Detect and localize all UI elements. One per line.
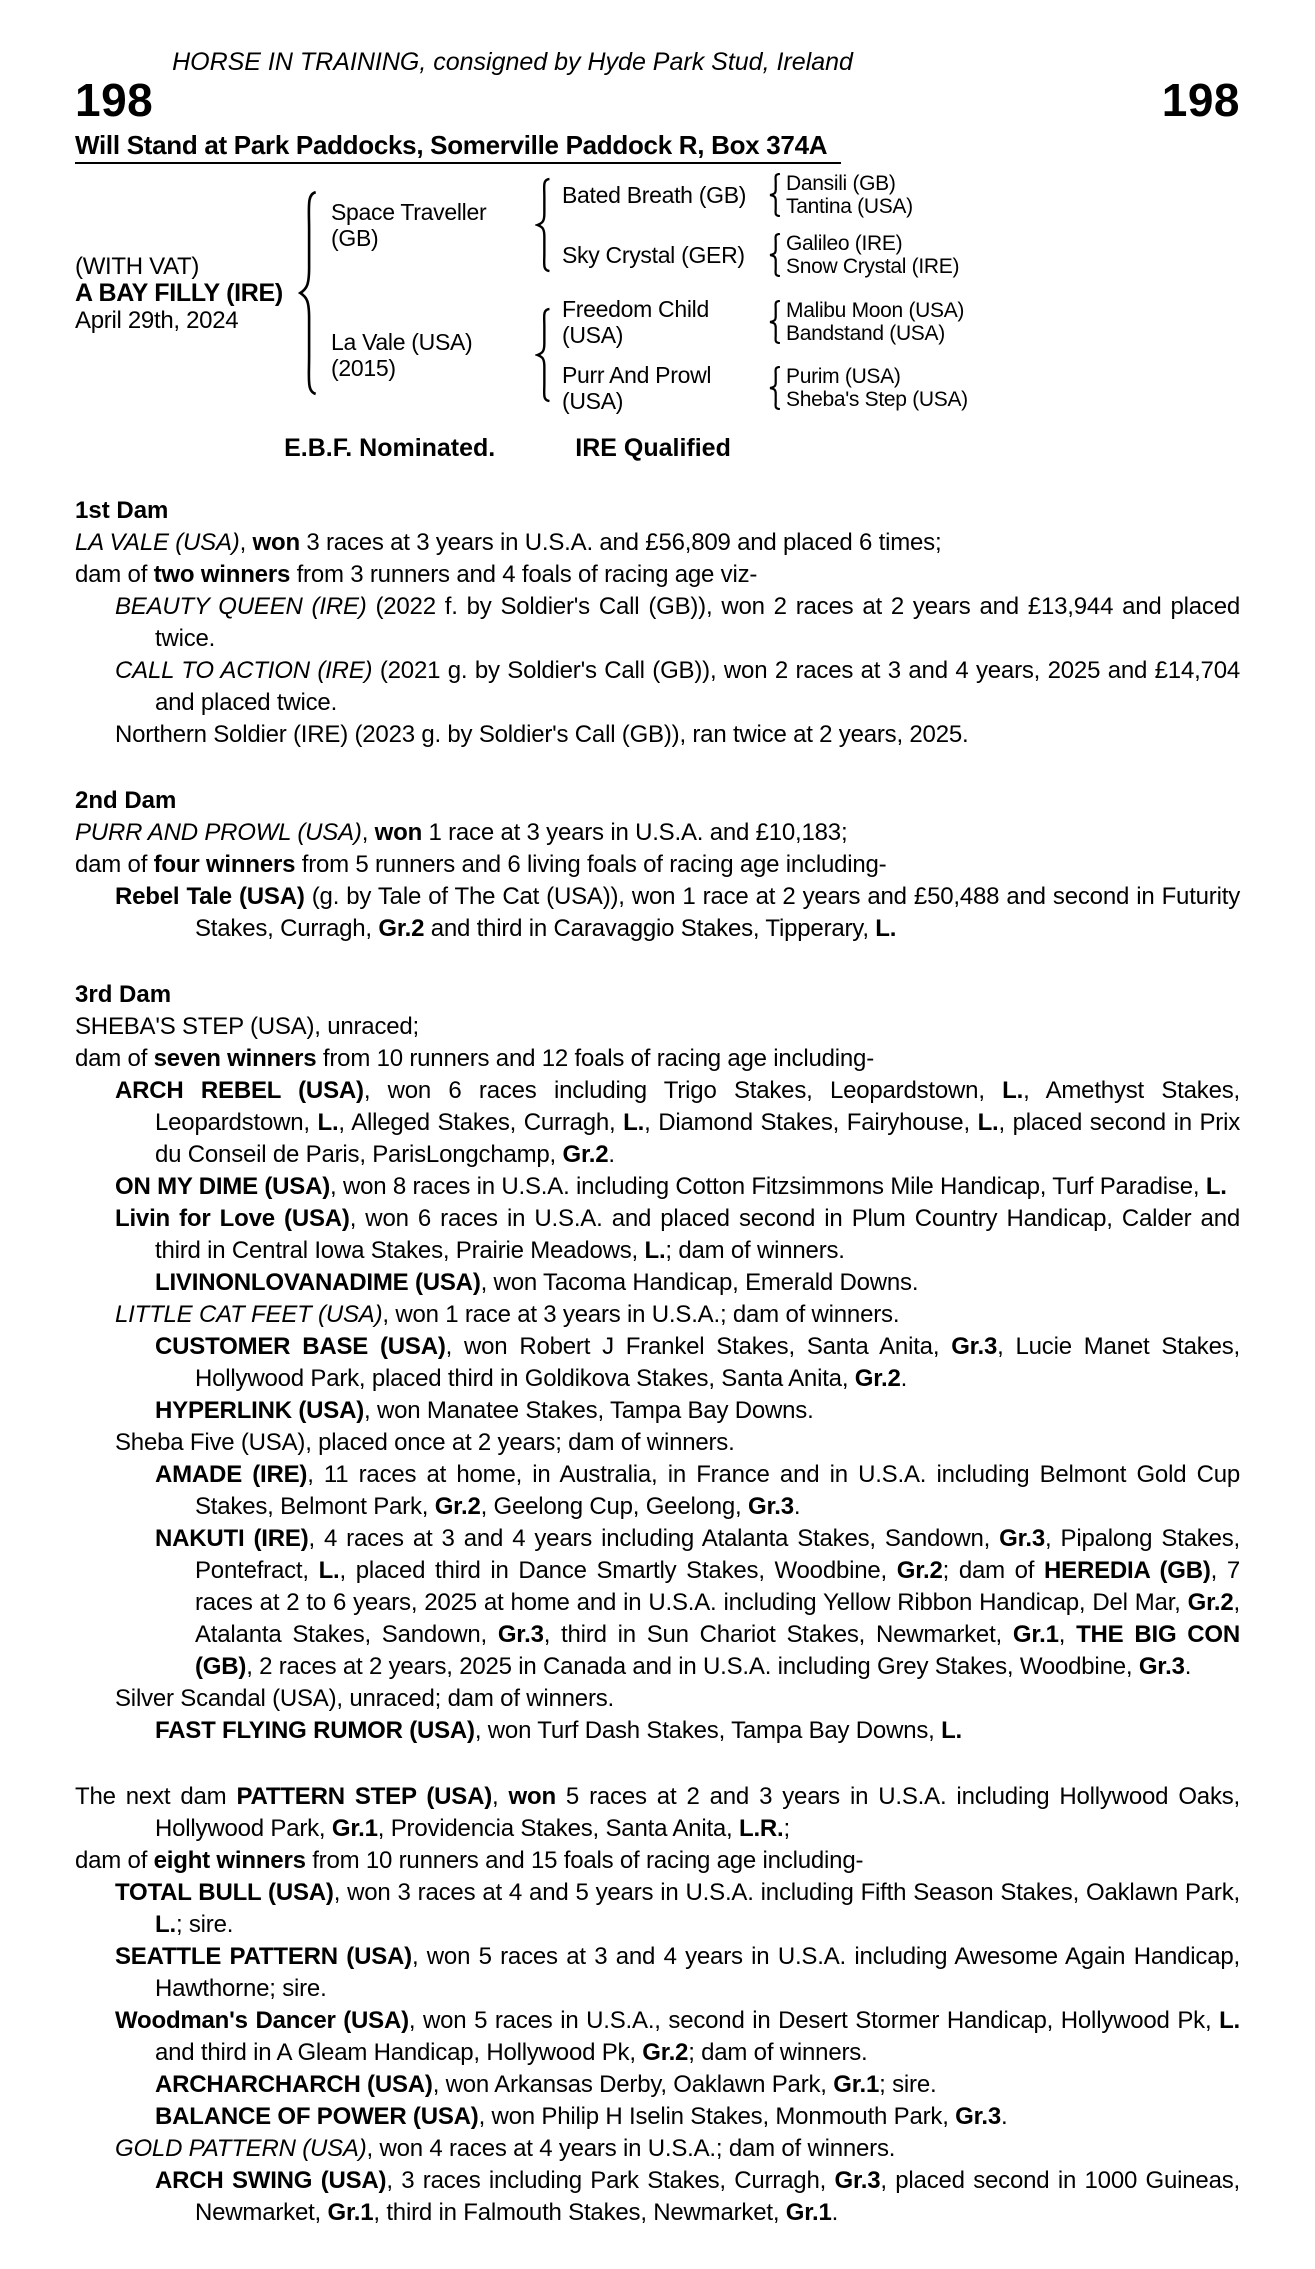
dam-section-heading: 2nd Dam (75, 787, 177, 814)
catalog-paragraph: ON MY DIME (USA), won 8 races in U.S.A. including Cotton Fitzsimmons Mile Handicap, Turf Paradise, L. (115, 1173, 1227, 1200)
catalog-paragraph: BEAUTY QUEEN (IRE) (2022 f. by Soldier's Call (GB)), won 2 races at 2 years and £13,944 and placed twice. (115, 593, 1241, 652)
paternal-grandsire-branch (556, 172, 959, 218)
catalog-paragraph: ARCHARCHARCH (USA), won Arkansas Derby, Oaklawn Park, Gr.1; sire. (155, 2071, 937, 2098)
catalog-paragraph: NAKUTI (IRE), 4 races at 3 and 4 years including Atalanta Stakes, Sandown, Gr.3, Pipalong Stakes, Pontefract, L., placed third in Dance Smartly Stakes, Woodbine, Gr.2; dam of HEREDIA (GB), 7 races at 2 to 6 years, 2025 at home and in U.S.A. including Yellow Ribbon Handicap, Del Mar, Gr.2, Atalanta Stakes, Sandown, Gr.3, third in Sun Chariot Stakes, Newmarket, Gr.1, THE BIG CON (GB), 2 races at 2 years, 2025 in Canada and in U.S.A. including Grey Stakes, Woodbine, Gr.3. (155, 1525, 1241, 1680)
catalog-paragraph: FAST FLYING RUMOR (USA), won Turf Dash Stakes, Tampa Bay Downs, L. (155, 1717, 963, 1744)
paternal-granddam-name: Sky Crystal (GER) (562, 242, 745, 268)
paternal-grandsire-name: Bated Breath (GB) (562, 182, 747, 208)
pedigree-generation-1 (325, 172, 968, 414)
catalog-paragraph: Woodman's Dancer (USA), won 5 races in U.S.A., second in Desert Stormer Handicap, Hollywood Pk, L. and third in A Gleam Handicap, Hollywood Pk, Gr.2; dam of winners. (115, 2007, 1240, 2066)
catalog-paragraph: BALANCE OF POWER (USA), won Philip H Iselin Stakes, Monmouth Park, Gr.3. (155, 2103, 1008, 2130)
lot-number-row (75, 74, 1240, 126)
catalog-paragraph: ARCH REBEL (USA), won 6 races including Trigo Stakes, Leopardstown, L., Amethyst Stakes, Leopardstown, L., Alleged Stakes, Curragh, L., Diamond Stakes, Fairyhouse, L., placed second in Prix du Conseil de Paris, ParisLongchamp, Gr.2. (115, 1077, 1241, 1168)
great-grandsire-name: Purim (USA) (786, 365, 901, 388)
great-grandparents-pair (786, 172, 913, 218)
catalog-paragraph: GOLD PATTERN (USA), won 4 races at 4 years in U.S.A.; dam of winners. (115, 2135, 896, 2162)
great-grandparents-pair (786, 299, 964, 345)
sire-branch (325, 172, 968, 278)
catalog-paragraph: SHEBA'S STEP (USA), unraced; (75, 1013, 420, 1040)
catalog-paragraph: HYPERLINK (USA), won Manatee Stakes, Tampa Bay Downs. (155, 1397, 814, 1424)
catalog-paragraph: dam of seven winners from 10 runners and 12 foals of racing age including- (75, 1045, 874, 1072)
dam-section-heading: 3rd Dam (75, 981, 172, 1008)
dam-section-heading: 1st Dam (75, 497, 169, 524)
catalog-paragraph: CALL TO ACTION (IRE) (2021 g. by Soldier's Call (GB)), won 2 races at 3 and 4 years, 2025 and £14,704 and placed twice. (115, 657, 1240, 716)
brace-icon (297, 188, 319, 398)
great-grandparents-pair (786, 365, 968, 411)
dam-name: La Vale (USA) (331, 329, 473, 355)
great-grandsire-name: Galileo (IRE) (786, 232, 903, 255)
catalog-paragraph: AMADE (IRE), 11 races at home, in Australia, in France and in U.S.A. including Belmont Gold Cup Stakes, Belmont Park, Gr.2, Geelong Cup, Geelong, Gr.3. (155, 1461, 1240, 1520)
dam-year: (2015) (331, 355, 396, 381)
paternal-granddam-branch (556, 232, 959, 278)
lot-number-right: 198 (1161, 74, 1240, 126)
ebf-nominated-note: E.B.F. Nominated. (284, 434, 496, 462)
catalog-paragraph: Northern Soldier (IRE) (2023 g. by Soldier's Call (GB)), ran twice at 2 years, 2025. (115, 721, 969, 748)
sire-name: Space Traveller (GB) (331, 199, 487, 251)
great-granddam-name: Bandstand (USA) (786, 322, 945, 345)
great-grandsire-name: Malibu Moon (USA) (786, 299, 965, 322)
catalog-paragraph: PURR AND PROWL (USA), won 1 race at 3 years in U.S.A. and £10,183; (75, 819, 848, 846)
maternal-grandsire-branch (556, 296, 968, 348)
ire-qualified-note: IRE Qualified (575, 434, 731, 462)
catalog-paragraph: LIVINONLOVANADIME (USA), won Tacoma Handicap, Emerald Downs. (155, 1269, 919, 1296)
sire-parents (556, 172, 959, 278)
catalog-paragraph: LA VALE (USA), won 3 races at 3 years in U.S.A. and £56,809 and placed 6 times; (75, 529, 942, 556)
consignor-line: HORSE IN TRAINING, consigned by Hyde Park Stud, Ireland (172, 48, 853, 76)
subject-block (75, 253, 297, 334)
qualification-line (75, 434, 1240, 463)
brace-icon (768, 173, 782, 217)
stand-location-line (75, 130, 1240, 164)
great-granddam-name: Snow Crystal (IRE) (786, 255, 960, 278)
catalog-paragraph: The next dam PATTERN STEP (USA), won 5 races at 2 and 3 years in U.S.A. including Hollywood Oaks, Hollywood Park, Gr.1, Providencia Stakes, Santa Anita, L.R.; (75, 1783, 1241, 1842)
catalog-paragraph: SEATTLE PATTERN (USA), won 5 races at 3 and 4 years in U.S.A. including Awesome Again Handicap, Hawthorne; sire. (115, 1943, 1240, 2002)
brace-icon (535, 177, 552, 273)
dam-name-block (331, 329, 535, 381)
stand-location-text: Will Stand at Park Paddocks, Somerville Paddock R, Box 374A (75, 130, 841, 164)
catalog-sections (75, 495, 1240, 2229)
maternal-grandsire-name: Freedom Child (USA) (562, 296, 709, 348)
great-grandsire-name: Dansili (GB) (786, 172, 896, 195)
lot-number-left: 198 (75, 74, 154, 126)
subject-foal-date: April 29th, 2024 (75, 306, 239, 334)
great-granddam-name: Sheba's Step (USA) (786, 388, 968, 411)
brace-icon (768, 300, 782, 344)
brace-icon (768, 366, 782, 410)
brace-icon (768, 233, 782, 277)
dam-branch (325, 296, 968, 414)
dam-section (75, 785, 1240, 945)
catalog-paragraph: ARCH SWING (USA), 3 races including Park Stakes, Curragh, Gr.3, placed second in 1000 Guineas, Newmarket, Gr.1, third in Falmouth Stakes, Newmarket, Gr.1. (155, 2167, 1240, 2226)
dam-section (75, 495, 1240, 751)
catalog-paragraph: dam of eight winners from 10 runners and 15 foals of racing age including- (75, 1847, 864, 1874)
great-granddam-name: Tantina (USA) (786, 195, 913, 218)
catalog-paragraph: Sheba Five (USA), placed once at 2 years; dam of winners. (115, 1429, 735, 1456)
catalog-paragraph: TOTAL BULL (USA), won 3 races at 4 and 5 years in U.S.A. including Fifth Season Stakes, Oaklawn Park, L.; sire. (115, 1879, 1240, 1938)
catalog-paragraph: Silver Scandal (USA), unraced; dam of winners. (115, 1685, 615, 1712)
catalog-paragraph: Livin for Love (USA), won 6 races in U.S.A. and placed second in Plum Country Handicap, Calder and third in Central Iowa Stakes, Prairie Meadows, L.; dam of winners. (115, 1205, 1240, 1264)
vat-note: (WITH VAT) (75, 252, 200, 280)
dam-section (75, 979, 1240, 1747)
catalog-paragraph: LITTLE CAT FEET (USA), won 1 race at 3 years in U.S.A.; dam of winners. (115, 1301, 900, 1328)
dam-section (75, 1781, 1240, 2229)
subject-title: A BAY FILLY (IRE) (75, 278, 283, 307)
great-grandparents-pair (786, 232, 959, 278)
brace-icon (535, 307, 552, 403)
catalog-paragraph: dam of two winners from 3 runners and 4 foals of racing age viz- (75, 561, 758, 588)
dam-parents (556, 296, 968, 414)
maternal-granddam-name: Purr And Prowl (USA) (562, 362, 712, 414)
catalog-paragraph: dam of four winners from 5 runners and 6 living foals of racing age including- (75, 851, 887, 878)
pedigree-tree (75, 172, 1240, 414)
catalog-paragraph: CUSTOMER BASE (USA), won Robert J Frankel Stakes, Santa Anita, Gr.3, Lucie Manet Stakes, Hollywood Park, placed third in Goldikova Stakes, Santa Anita, Gr.2. (155, 1333, 1240, 1392)
catalog-paragraph: Rebel Tale (USA) (g. by Tale of The Cat (USA)), won 1 race at 2 years and £50,488 and second in Futurity Stakes, Curragh, Gr.2 and third in Caravaggio Stakes, Tipperary, L. (115, 883, 1241, 942)
maternal-granddam-branch (556, 362, 968, 414)
